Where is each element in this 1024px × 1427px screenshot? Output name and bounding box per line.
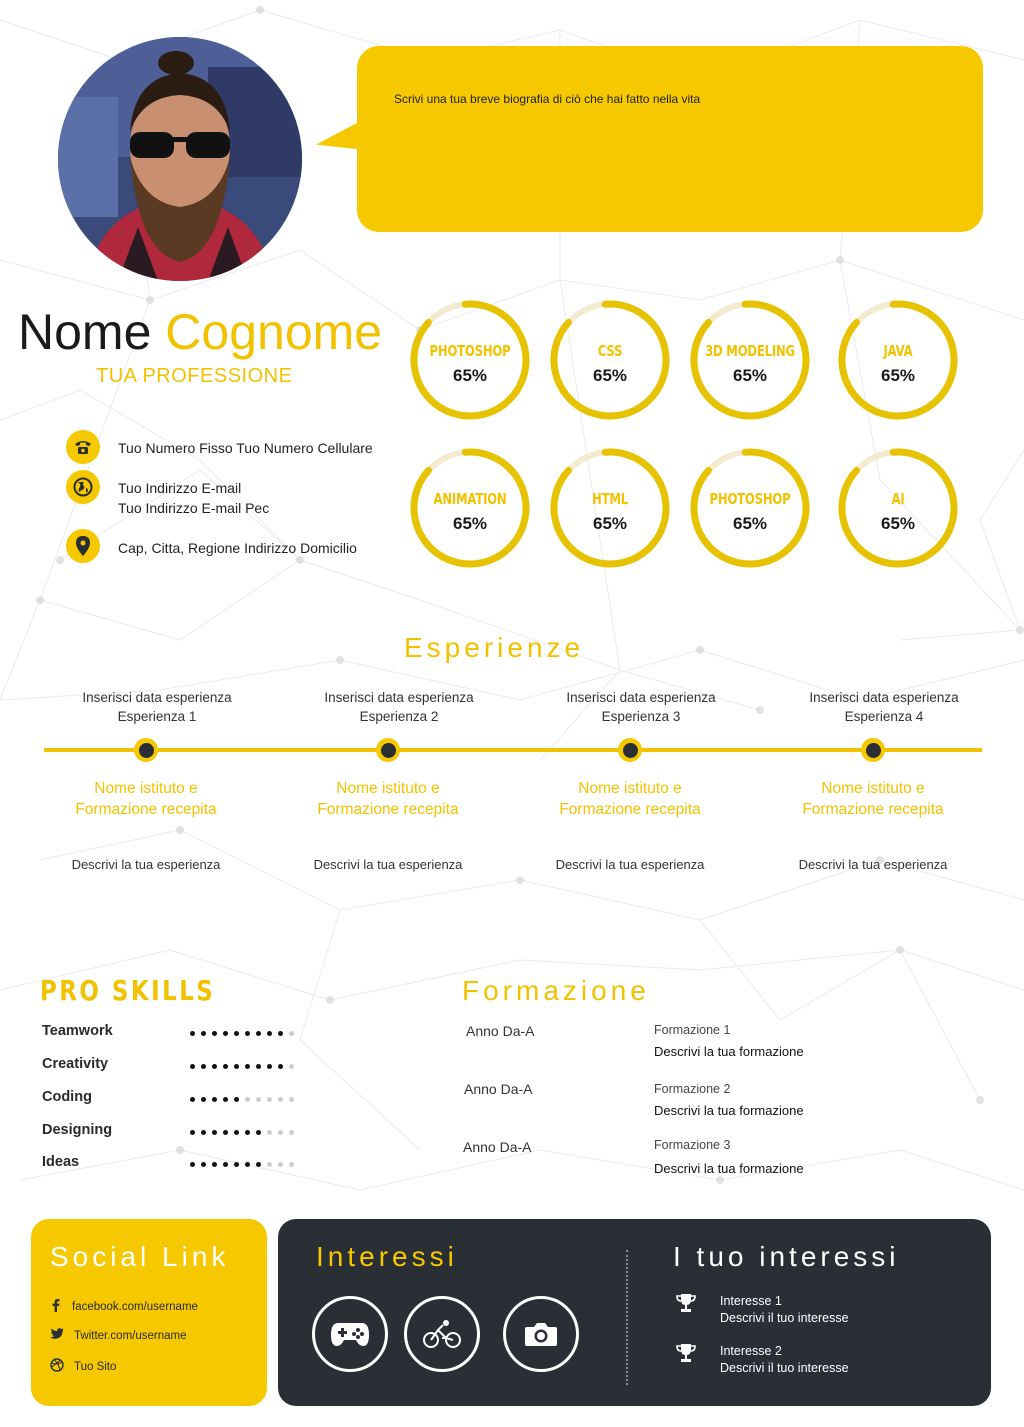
skill-dot-filled	[245, 1162, 250, 1167]
skill-name: 3D MODELING	[705, 342, 795, 360]
address-text: Cap, Citta, Regione Indirizzo Domicilio	[118, 540, 357, 556]
pec-email-text: Tuo Indirizzo E-mail Pec	[118, 500, 270, 516]
formazione-name: Formazione 1	[654, 1023, 731, 1037]
skill-dot-filled	[267, 1064, 272, 1069]
skill-ring-arc	[549, 299, 670, 420]
skill-dot-filled	[245, 1130, 250, 1135]
phone-text: Tuo Numero Fisso Tuo Numero Cellulare	[118, 440, 373, 456]
institute-line1: Nome istituto e	[336, 780, 440, 797]
experience-label: Esperienza 2	[359, 709, 439, 724]
interest-item	[676, 1293, 849, 1327]
skill-dot-filled	[212, 1097, 217, 1102]
skill-dot-filled	[234, 1162, 239, 1167]
skill-dot-filled	[201, 1097, 206, 1102]
tuo-interessi-title: I tuo interessi	[673, 1241, 900, 1272]
formazione-year: Anno Da-A	[464, 1081, 533, 1097]
trophy-icon	[676, 1343, 696, 1368]
skill-dot-filled	[234, 1097, 239, 1102]
social-link-twitter[interactable]	[50, 1328, 186, 1343]
skill-dot-filled	[223, 1097, 228, 1102]
interest-description: Descrivi il tuo interesse	[720, 1361, 849, 1375]
experience-label: Esperienza 4	[844, 709, 924, 724]
timeline-dot	[861, 738, 885, 762]
formazione-title: Formazione	[462, 975, 650, 1006]
skill-dot-filled	[212, 1162, 217, 1167]
formazione-description: Descrivi la tua formazione	[654, 1044, 804, 1059]
skill-dot-empty	[289, 1162, 294, 1167]
pro-skill-dots	[190, 1031, 294, 1036]
skill-dot-empty	[289, 1130, 294, 1135]
pro-skill-label: Designing	[42, 1122, 113, 1138]
skill-dot-filled	[223, 1130, 228, 1135]
globe-icon	[66, 470, 100, 504]
skill-dot-filled	[223, 1162, 228, 1167]
skill-percent: 65%	[880, 514, 916, 533]
skill-name: CSS	[597, 342, 623, 360]
experience-label: Esperienza 3	[601, 709, 681, 724]
pro-skills-title: PRO SKILLS	[40, 974, 216, 1007]
skill-dot-empty	[267, 1162, 272, 1167]
pro-skill-dots	[190, 1162, 294, 1167]
bio-bubble	[357, 46, 983, 232]
skill-percent: 65%	[732, 366, 768, 385]
interest-name: Interesse 1	[720, 1294, 782, 1308]
experience-institute	[773, 778, 973, 820]
interests-title: Interessi	[316, 1241, 458, 1272]
skill-dot-empty	[267, 1097, 272, 1102]
interest-name: Interesse 2	[720, 1344, 782, 1358]
skill-name: AI	[891, 490, 905, 508]
institute-line1: Nome istituto e	[94, 780, 198, 797]
last-name: Cognome	[165, 304, 383, 360]
skill-dot-empty	[289, 1064, 294, 1069]
skill-dot-filled	[190, 1064, 195, 1069]
interests-divider	[626, 1250, 628, 1385]
skill-dot-filled	[234, 1031, 239, 1036]
skill-name: HTML	[592, 490, 628, 508]
skill-ring	[836, 298, 960, 422]
website-icon	[50, 1358, 64, 1375]
experience-date	[541, 688, 741, 726]
skill-dot-filled	[256, 1031, 261, 1036]
experience-date	[299, 688, 499, 726]
email-text: Tuo Indirizzo E-mail	[118, 480, 242, 496]
skill-dot-filled	[245, 1064, 250, 1069]
experiences-title: Esperienze	[404, 632, 585, 663]
contact-address	[66, 529, 357, 563]
skill-dot-empty	[289, 1097, 294, 1102]
formazione-description: Descrivi la tua formazione	[654, 1161, 804, 1176]
skill-dot-filled	[278, 1064, 283, 1069]
skill-dot-filled	[201, 1064, 206, 1069]
first-name: Nome	[18, 304, 152, 360]
gamepad-icon	[312, 1296, 388, 1372]
skill-dot-filled	[234, 1130, 239, 1135]
skill-ring	[836, 446, 960, 570]
skill-dot-filled	[212, 1031, 217, 1036]
timeline-dot	[134, 738, 158, 762]
experience-description: Descrivi la tua esperienza	[313, 857, 463, 872]
experience-description: Descrivi la tua esperienza	[555, 857, 705, 872]
skill-percent: 65%	[452, 514, 488, 533]
profession: TUA PROFESSIONE	[96, 365, 293, 387]
social-link-facebook[interactable]	[50, 1298, 198, 1315]
skill-dot-filled	[234, 1064, 239, 1069]
experience-date-text: Inserisci data esperienza	[809, 690, 959, 705]
formazione-name: Formazione 3	[654, 1138, 731, 1152]
website-link-text[interactable]: Tuo Sito	[74, 1360, 117, 1373]
skill-dot-filled	[256, 1130, 261, 1135]
skill-dot-empty	[278, 1162, 283, 1167]
skill-dot-filled	[212, 1130, 217, 1135]
experience-date-text: Inserisci data esperienza	[324, 690, 474, 705]
formazione-year: Anno Da-A	[463, 1139, 532, 1155]
experience-label: Esperienza 1	[117, 709, 197, 724]
skill-dot-empty	[267, 1130, 272, 1135]
skill-dot-filled	[212, 1064, 217, 1069]
skill-dot-filled	[245, 1031, 250, 1036]
institute-line1: Nome istituto e	[578, 780, 682, 797]
skill-dot-filled	[201, 1031, 206, 1036]
contact-phone	[66, 430, 373, 464]
skill-dot-filled	[190, 1097, 195, 1102]
skill-ring	[548, 298, 672, 422]
skill-percent: 65%	[732, 514, 768, 533]
pro-skill-label: Teamwork	[42, 1023, 113, 1039]
social-link-title: Social Link	[50, 1241, 230, 1272]
skill-ring-arc	[409, 299, 530, 420]
formazione-year: Anno Da-A	[466, 1023, 535, 1039]
skill-percent: 65%	[452, 366, 488, 385]
bicycle-icon	[404, 1296, 480, 1372]
experience-date-text: Inserisci data esperienza	[82, 690, 232, 705]
skill-name: PHOTOSHOP	[429, 342, 511, 360]
skill-dot-filled	[190, 1031, 195, 1036]
interest-description: Descrivi il tuo interesse	[720, 1311, 849, 1325]
social-link-website[interactable]	[50, 1358, 116, 1375]
skill-name: ANIMATION	[433, 490, 507, 508]
bio-text: Scrivi una tua breve biografia di ciò che hai fatto nella vita	[394, 92, 701, 106]
institute-line1: Nome istituto e	[821, 780, 925, 797]
timeline-line	[44, 748, 982, 752]
trophy-icon	[676, 1293, 696, 1318]
skill-name: JAVA	[883, 342, 913, 360]
skill-dot-empty	[289, 1031, 294, 1036]
pro-skill-label: Coding	[42, 1089, 92, 1105]
skill-percent: 65%	[592, 366, 628, 385]
timeline-dot	[618, 738, 642, 762]
twitter-link-text[interactable]: Twitter.com/username	[74, 1329, 187, 1342]
skill-dot-filled	[223, 1031, 228, 1036]
skill-ring-arc	[689, 299, 810, 420]
pro-skill-label: Ideas	[42, 1154, 80, 1170]
camera-icon	[503, 1296, 579, 1372]
experience-date	[784, 688, 984, 726]
skill-dot-empty	[245, 1097, 250, 1102]
experience-institute	[288, 778, 488, 820]
pro-skill-dots	[190, 1064, 294, 1069]
skill-dot-empty	[256, 1097, 261, 1102]
institute-line2: Formazione recepita	[75, 801, 217, 818]
skill-dot-filled	[201, 1162, 206, 1167]
experience-description: Descrivi la tua esperienza	[798, 857, 948, 872]
skill-ring	[548, 446, 672, 570]
experience-institute	[46, 778, 246, 820]
experience-description: Descrivi la tua esperienza	[71, 857, 221, 872]
skill-name: PHOTOSHOP	[709, 490, 791, 508]
skill-ring-arc	[689, 447, 810, 568]
skill-ring	[688, 446, 812, 570]
skill-ring	[688, 298, 812, 422]
skill-dot-filled	[256, 1064, 261, 1069]
pro-skill-dots	[190, 1130, 294, 1135]
skill-dot-empty	[278, 1130, 283, 1135]
skill-dot-filled	[201, 1130, 206, 1135]
profile-photo	[58, 37, 302, 281]
skill-dot-filled	[223, 1064, 228, 1069]
full-name	[18, 302, 382, 362]
contact-email	[66, 470, 269, 518]
institute-line2: Formazione recepita	[317, 801, 459, 818]
experience-date	[57, 688, 257, 726]
institute-line2: Formazione recepita	[802, 801, 944, 818]
skill-dot-filled	[256, 1162, 261, 1167]
facebook-link-text[interactable]: facebook.com/username	[72, 1300, 198, 1313]
institute-line2: Formazione recepita	[559, 801, 701, 818]
experience-date-text: Inserisci data esperienza	[566, 690, 716, 705]
phone-icon	[66, 430, 100, 464]
skill-ring	[408, 446, 532, 570]
pro-skill-label: Creativity	[42, 1056, 109, 1072]
experience-institute	[530, 778, 730, 820]
skill-percent: 65%	[880, 366, 916, 385]
facebook-icon	[50, 1298, 62, 1315]
skill-dot-filled	[267, 1031, 272, 1036]
skill-dot-filled	[190, 1130, 195, 1135]
skill-ring	[408, 298, 532, 422]
skill-dot-empty	[278, 1097, 283, 1102]
formazione-name: Formazione 2	[654, 1082, 731, 1096]
skill-ring-arc	[837, 299, 958, 420]
skill-ring-arc	[837, 447, 958, 568]
skill-percent: 65%	[592, 514, 628, 533]
skill-dot-filled	[278, 1031, 283, 1036]
formazione-description: Descrivi la tua formazione	[654, 1103, 804, 1118]
pro-skill-dots	[190, 1097, 294, 1102]
skill-ring-arc	[409, 447, 530, 568]
location-pin-icon	[66, 529, 100, 563]
skill-ring-arc	[549, 447, 670, 568]
skill-dot-filled	[190, 1162, 195, 1167]
timeline-dot	[376, 738, 400, 762]
interest-item	[676, 1343, 849, 1377]
twitter-icon	[50, 1328, 64, 1343]
